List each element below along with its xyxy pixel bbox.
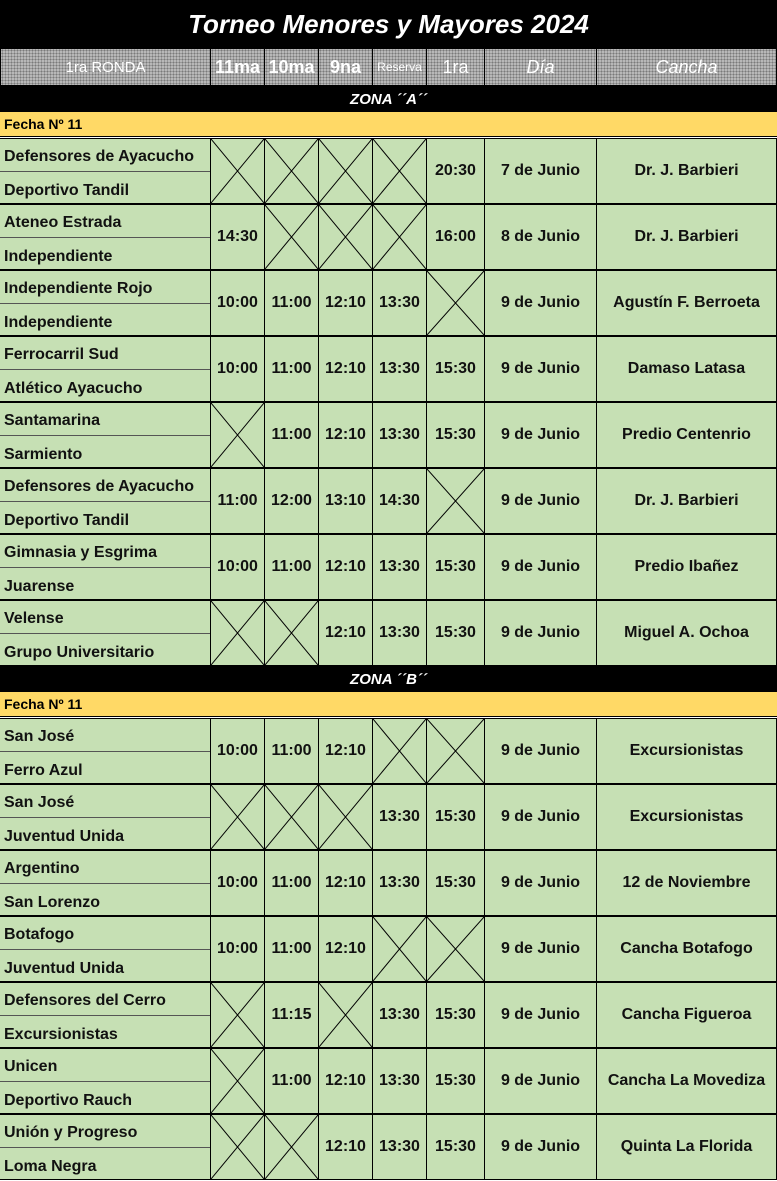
teams-cell [0, 600, 210, 666]
match-date: 9 de Junio [484, 600, 596, 666]
time-11ma-none [210, 1048, 264, 1114]
home-team: San José [4, 794, 75, 811]
home-team: Defensores de Ayacucho [4, 478, 194, 495]
match-row [0, 468, 777, 534]
teams-cell [0, 718, 210, 784]
time-1ra: 15:30 [426, 534, 484, 600]
match-venue: Cancha Botafogo [596, 916, 777, 982]
away-team: Independiente [4, 314, 113, 331]
time-9na: 12:10 [318, 1048, 372, 1114]
teams-cell [0, 270, 210, 336]
time-reserva: 13:30 [372, 982, 426, 1048]
match-venue: Quinta La Florida [596, 1114, 777, 1180]
time-11ma-none [210, 402, 264, 468]
team-divider [0, 567, 210, 568]
match-date: 9 de Junio [484, 270, 596, 336]
team-divider [0, 633, 210, 634]
match-venue: Cancha Figueroa [596, 982, 777, 1048]
match-venue: Damaso Latasa [596, 336, 777, 402]
header-1ra: 1ra [426, 48, 484, 86]
match-date: 9 de Junio [484, 468, 596, 534]
time-1ra: 15:30 [426, 600, 484, 666]
team-divider [0, 171, 210, 172]
header-11ma: 11ma [210, 48, 264, 86]
match-venue: Predio Ibañez [596, 534, 777, 600]
header-cancha: Cancha [596, 48, 777, 86]
teams-cell [0, 850, 210, 916]
teams-cell [0, 982, 210, 1048]
time-1ra: 15:30 [426, 1048, 484, 1114]
match-date: 9 de Junio [484, 336, 596, 402]
match-venue: Dr. J. Barbieri [596, 204, 777, 270]
home-team: San José [4, 728, 75, 745]
fecha-label: Fecha Nº 11 [0, 692, 777, 717]
time-1ra: 15:30 [426, 850, 484, 916]
time-11ma-none [210, 600, 264, 666]
time-11ma: 10:00 [210, 270, 264, 336]
time-11ma: 10:00 [210, 850, 264, 916]
time-10ma-none [264, 1114, 318, 1180]
time-reserva-none [372, 138, 426, 204]
time-11ma: 11:00 [210, 468, 264, 534]
home-team: Unión y Progreso [4, 1124, 138, 1141]
header-reserva: Reserva [372, 48, 426, 86]
time-10ma: 11:00 [264, 718, 318, 784]
time-9na-none [318, 204, 372, 270]
home-team: Santamarina [4, 412, 101, 429]
away-team: Juventud Unida [4, 828, 125, 845]
match-venue: Excursionistas [596, 718, 777, 784]
match-date: 9 de Junio [484, 402, 596, 468]
match-row [0, 270, 777, 336]
time-10ma: 11:00 [264, 534, 318, 600]
match-venue: Predio Centenrio [596, 402, 777, 468]
time-10ma-none [264, 600, 318, 666]
home-team: Defensores de Ayacucho [4, 148, 194, 165]
home-team: Ferrocarril Sud [4, 346, 119, 363]
home-team: Gimnasia y Esgrima [4, 544, 157, 561]
time-9na: 12:10 [318, 1114, 372, 1180]
time-10ma: 11:00 [264, 336, 318, 402]
teams-cell [0, 138, 210, 204]
away-team: Deportivo Rauch [4, 1092, 133, 1109]
away-team: Grupo Universitario [4, 644, 155, 661]
home-team: Argentino [4, 860, 80, 877]
match-venue: Cancha La Movediza [596, 1048, 777, 1114]
time-reserva: 13:30 [372, 850, 426, 916]
match-row [0, 784, 777, 850]
home-team: Independiente Rojo [4, 280, 153, 297]
time-9na-none [318, 784, 372, 850]
home-team: Botafogo [4, 926, 75, 943]
match-row [0, 1048, 777, 1114]
time-1ra: 15:30 [426, 402, 484, 468]
time-11ma-none [210, 784, 264, 850]
time-1ra: 15:30 [426, 784, 484, 850]
match-date: 9 de Junio [484, 1048, 596, 1114]
time-9na: 12:10 [318, 916, 372, 982]
time-10ma: 11:15 [264, 982, 318, 1048]
time-10ma-none [264, 138, 318, 204]
teams-cell [0, 336, 210, 402]
match-date: 9 de Junio [484, 1114, 596, 1180]
team-divider [0, 1147, 210, 1148]
time-10ma-none [264, 784, 318, 850]
match-date: 8 de Junio [484, 204, 596, 270]
time-9na: 12:10 [318, 402, 372, 468]
time-9na: 12:10 [318, 850, 372, 916]
team-divider [0, 883, 210, 884]
time-11ma-none [210, 138, 264, 204]
match-venue: Dr. J. Barbieri [596, 138, 777, 204]
home-team: Unicen [4, 1058, 58, 1075]
match-row [0, 336, 777, 402]
team-divider [0, 237, 210, 238]
match-venue: Miguel A. Ochoa [596, 600, 777, 666]
teams-cell [0, 534, 210, 600]
home-team: Defensores del Cerro [4, 992, 166, 1009]
time-reserva-none [372, 718, 426, 784]
time-reserva: 13:30 [372, 270, 426, 336]
team-divider [0, 1081, 210, 1082]
team-divider [0, 369, 210, 370]
time-10ma: 11:00 [264, 1048, 318, 1114]
time-1ra: 15:30 [426, 1114, 484, 1180]
teams-cell [0, 402, 210, 468]
time-11ma-none [210, 1114, 264, 1180]
away-team: Excursionistas [4, 1026, 118, 1043]
match-row [0, 850, 777, 916]
match-date: 9 de Junio [484, 916, 596, 982]
away-team: Sarmiento [4, 446, 83, 463]
match-row [0, 534, 777, 600]
time-reserva: 13:30 [372, 1048, 426, 1114]
team-divider [0, 303, 210, 304]
time-reserva: 13:30 [372, 1114, 426, 1180]
teams-cell [0, 784, 210, 850]
match-row [0, 982, 777, 1048]
time-reserva: 14:30 [372, 468, 426, 534]
header-9na: 9na [318, 48, 372, 86]
time-1ra-none [426, 468, 484, 534]
time-10ma: 11:00 [264, 850, 318, 916]
time-11ma: 10:00 [210, 534, 264, 600]
time-reserva: 13:30 [372, 402, 426, 468]
match-date: 9 de Junio [484, 982, 596, 1048]
team-divider [0, 817, 210, 818]
time-9na: 12:10 [318, 336, 372, 402]
zone-header: ZONA ´´B´´ [0, 666, 777, 692]
header-10ma: 10ma [264, 48, 318, 86]
away-team: Ferro Azul [4, 762, 83, 779]
away-team: Loma Negra [4, 1158, 97, 1175]
time-reserva: 13:30 [372, 600, 426, 666]
time-1ra-none [426, 718, 484, 784]
teams-cell [0, 916, 210, 982]
page-title: Torneo Menores y Mayores 2024 [0, 0, 777, 48]
time-1ra-none [426, 270, 484, 336]
time-9na-none [318, 982, 372, 1048]
match-row [0, 204, 777, 270]
team-divider [0, 751, 210, 752]
match-date: 9 de Junio [484, 850, 596, 916]
teams-cell [0, 1114, 210, 1180]
away-team: San Lorenzo [4, 894, 101, 911]
teams-cell [0, 204, 210, 270]
time-10ma: 11:00 [264, 270, 318, 336]
time-1ra: 15:30 [426, 982, 484, 1048]
match-venue: Agustín F. Berroeta [596, 270, 777, 336]
match-date: 9 de Junio [484, 784, 596, 850]
time-9na: 12:10 [318, 270, 372, 336]
time-1ra: 20:30 [426, 138, 484, 204]
team-divider [0, 501, 210, 502]
time-9na: 12:10 [318, 718, 372, 784]
time-1ra-none [426, 916, 484, 982]
time-11ma: 10:00 [210, 336, 264, 402]
match-date: 7 de Junio [484, 138, 596, 204]
teams-cell [0, 1048, 210, 1114]
time-11ma-none [210, 982, 264, 1048]
time-9na: 13:10 [318, 468, 372, 534]
match-row [0, 600, 777, 666]
teams-cell [0, 468, 210, 534]
time-9na: 12:10 [318, 600, 372, 666]
header-dia: Día [484, 48, 596, 86]
away-team: Deportivo Tandil [4, 182, 130, 199]
fecha-label: Fecha Nº 11 [0, 112, 777, 137]
time-11ma: 10:00 [210, 718, 264, 784]
time-9na: 12:10 [318, 534, 372, 600]
match-date: 9 de Junio [484, 534, 596, 600]
team-divider [0, 949, 210, 950]
match-row [0, 916, 777, 982]
time-10ma: 11:00 [264, 402, 318, 468]
away-team: Atlético Ayacucho [4, 380, 143, 397]
match-row [0, 1114, 777, 1180]
time-10ma: 12:00 [264, 468, 318, 534]
match-row [0, 402, 777, 468]
time-reserva-none [372, 916, 426, 982]
time-11ma: 10:00 [210, 916, 264, 982]
match-row [0, 138, 777, 204]
home-team: Velense [4, 610, 64, 627]
time-9na-none [318, 138, 372, 204]
time-1ra: 15:30 [426, 336, 484, 402]
team-divider [0, 435, 210, 436]
match-venue: 12 de Noviembre [596, 850, 777, 916]
header-round: 1ra RONDA [0, 48, 210, 86]
match-venue: Excursionistas [596, 784, 777, 850]
match-row [0, 718, 777, 784]
team-divider [0, 1015, 210, 1016]
time-10ma: 11:00 [264, 916, 318, 982]
home-team: Ateneo Estrada [4, 214, 122, 231]
away-team: Juarense [4, 578, 75, 595]
time-10ma-none [264, 204, 318, 270]
away-team: Independiente [4, 248, 113, 265]
away-team: Deportivo Tandil [4, 512, 130, 529]
match-venue: Dr. J. Barbieri [596, 468, 777, 534]
time-1ra: 16:00 [426, 204, 484, 270]
zone-header: ZONA ´´A´´ [0, 86, 777, 112]
match-date: 9 de Junio [484, 718, 596, 784]
time-reserva: 13:30 [372, 784, 426, 850]
away-team: Juventud Unida [4, 960, 125, 977]
time-reserva: 13:30 [372, 534, 426, 600]
time-reserva: 13:30 [372, 336, 426, 402]
time-11ma: 14:30 [210, 204, 264, 270]
time-reserva-none [372, 204, 426, 270]
